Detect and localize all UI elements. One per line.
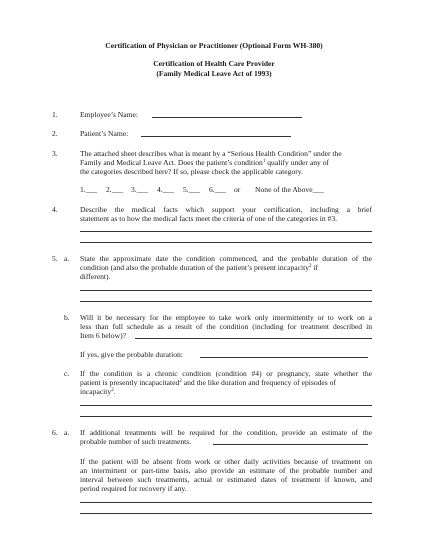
patient-name-label: Patient’s Name: — [80, 129, 129, 138]
q6-paragraph-line-2: an intermittent or part-time basis, also provide an estimate of the probable number and — [80, 466, 372, 475]
item-5a-letter: a. — [64, 254, 70, 263]
category-4-checkbox[interactable]: 4.___ — [157, 185, 175, 194]
q5c-line-1: If the condition is a chronic condition (condition #4) or pregnancy, state whether the — [80, 369, 372, 378]
q6-paragraph-line-4: period required for recovery if any. — [80, 484, 187, 493]
q4-answer-line-2[interactable] — [80, 242, 372, 243]
q5a-line-2: condition (and also the probable duration of the patient’s present incapacity$^2$ if — [80, 263, 319, 272]
q4-line-2: statement as to how the medical facts meet the criteria of one of the categories in #3. — [80, 214, 338, 223]
item-6-number: 6. — [52, 428, 58, 437]
q6-paragraph-line-1: If the patient will be absent from work or other daily activities because of treatment on — [80, 457, 372, 466]
q5c-line-3: incapacity$^2$. — [80, 387, 116, 396]
q5a-line-3: different). — [80, 272, 111, 281]
patient-name-field[interactable] — [141, 136, 291, 137]
item-6a-letter: a. — [64, 428, 70, 437]
q3-line-1: The attached sheet describes what is meant by a “Serious Health Condition” under the — [80, 149, 342, 158]
q6a-line-2: probable number of such treatments. — [80, 437, 192, 446]
item-2-number: 2. — [52, 129, 58, 138]
q3-line-2: Family and Medical Leave Act. Does the patient’s condition$^1$ qualify under any of — [80, 158, 330, 167]
q4-answer-line-1[interactable] — [80, 231, 372, 232]
category-none-checkbox[interactable]: None of the Above___ — [255, 185, 324, 194]
q5b-line-1: Will it be necessary for the employee to take work only intermittently or to work on a — [80, 313, 372, 322]
q6a-line-1: If additional treatments will be required for the condition, provide an estimate of the — [80, 428, 372, 437]
item-1-number: 1. — [52, 110, 58, 119]
category-6-checkbox[interactable]: 6.___ — [209, 185, 227, 194]
category-or-text: or — [234, 185, 241, 194]
q6-answer-line-2[interactable] — [80, 513, 372, 514]
q5c-line-2: patient is presently incapacitated$^2$ and the like duration and frequency of episodes of — [80, 378, 336, 387]
q3-line-3: the categories described here? If so, please check the applicable category. — [80, 167, 303, 176]
item-3-number: 3. — [52, 149, 58, 158]
form-subtitle: Certification of Health Care Provider — [153, 59, 275, 68]
q5b-line-3: Item 6 below)? — [80, 331, 126, 340]
category-5-checkbox[interactable]: 5.___ — [183, 185, 201, 194]
q5a-answer-line-1[interactable] — [80, 290, 372, 291]
item-5b-letter: b. — [64, 313, 70, 322]
q5a-line-1: State the approximate date the condition commenced, and the probable duration of the — [80, 254, 372, 263]
item-5c-letter: c. — [64, 369, 70, 378]
q5a-answer-line-2[interactable] — [80, 301, 372, 302]
q6-paragraph-line-3: interval between such treatments, actual or estimated dates of treatment if known, and — [80, 475, 372, 484]
q5c-answer-line-2[interactable] — [80, 416, 372, 417]
category-3-checkbox[interactable]: 3.___ — [131, 185, 149, 194]
q5c-answer-line-1[interactable] — [80, 405, 372, 406]
q5b-duration-label: If yes, give the probable duration: — [80, 350, 183, 359]
form-title: Certification of Physician or Practitioner (Optional Form WH-380) — [105, 41, 323, 50]
item-5-number: 5. — [52, 254, 58, 263]
category-1-checkbox[interactable]: 1.___ — [80, 185, 98, 194]
form-subtitle-act: (Family Medical Leave Act of 1993) — [156, 69, 272, 78]
q4-line-1: Describe the medical facts which support your certification, including a brief — [80, 205, 372, 214]
q6a-treatments-field[interactable] — [213, 444, 368, 445]
q5b-answer-line[interactable] — [135, 338, 372, 339]
item-4-number: 4. — [52, 205, 58, 214]
category-2-checkbox[interactable]: 2.___ — [106, 185, 124, 194]
q5b-duration-field[interactable] — [200, 357, 368, 358]
q5b-line-2: less than full schedule as a result of the condition (including for treatment described in — [80, 322, 372, 331]
employee-name-label: Employee’s Name: — [80, 110, 138, 119]
q6-answer-line-1[interactable] — [80, 502, 372, 503]
employee-name-field[interactable] — [152, 117, 302, 118]
